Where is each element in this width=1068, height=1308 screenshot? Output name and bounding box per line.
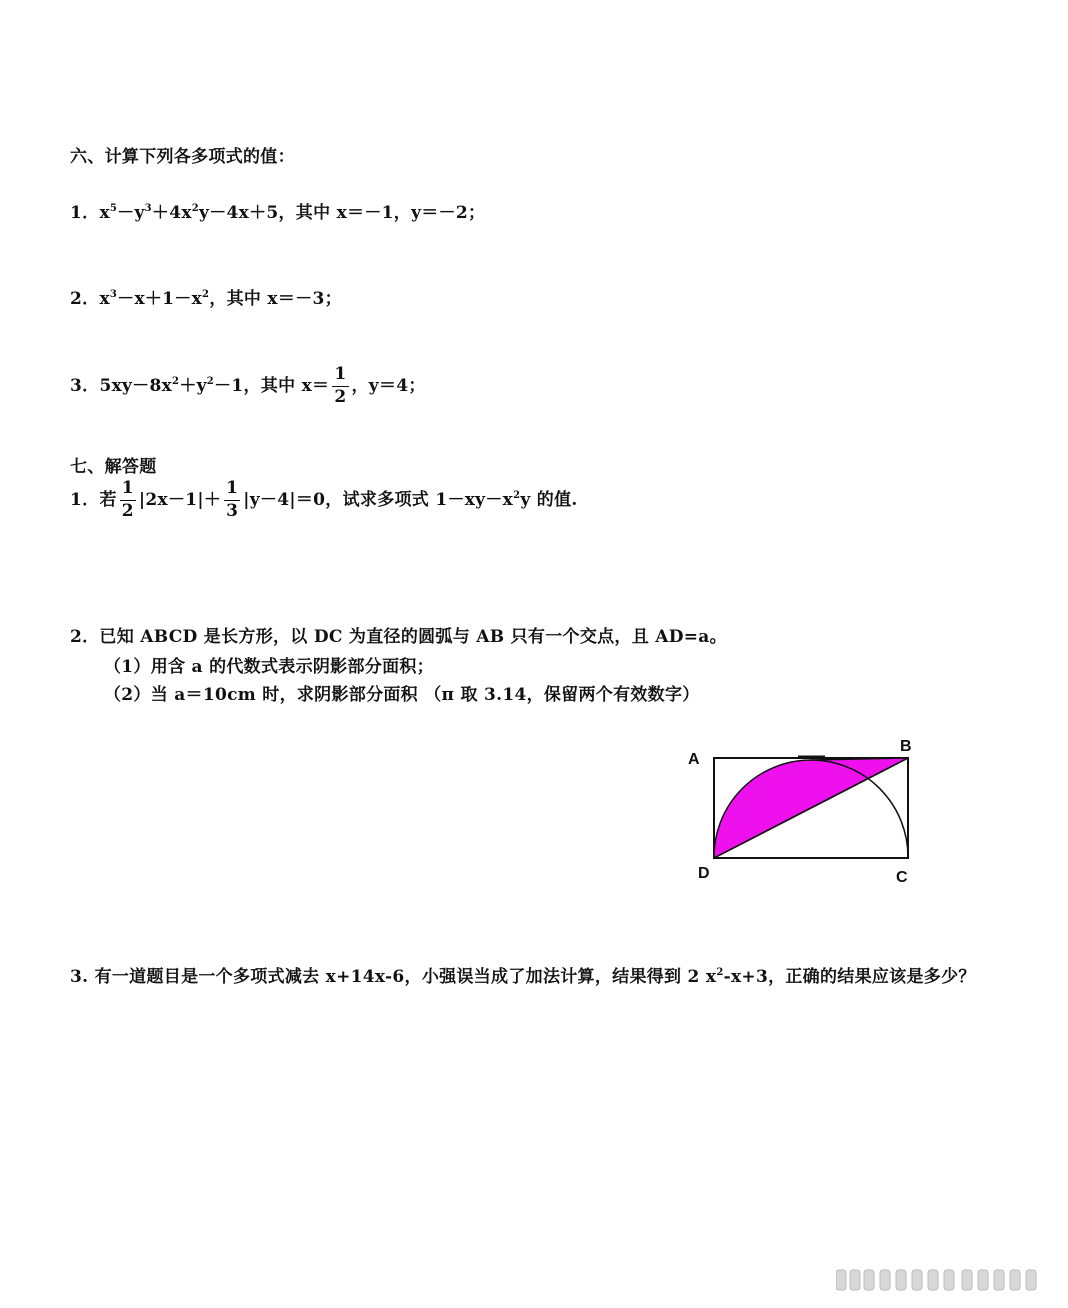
expr-part: 若 xyxy=(99,489,117,510)
section-7-heading: 七、解答题 xyxy=(70,457,157,477)
rectangle-arc-figure xyxy=(680,730,920,895)
expr-part: -x+3，正确的结果应该是多少？ xyxy=(723,967,976,987)
problem-number: 1． xyxy=(70,203,100,223)
expr-part: 3. 有一道题目是一个多项式减去 x+14x-6，小强误当成了加法计算，结果得到 2 x xyxy=(70,967,717,987)
fraction-numerator: 1 xyxy=(332,366,348,387)
fraction-denominator: 2 xyxy=(121,500,134,521)
expr-part: |y－4|＝0，试求多项式 1－xy－x xyxy=(243,489,514,510)
fraction xyxy=(120,480,136,521)
fraction-denominator: 2 xyxy=(334,386,347,407)
fraction-numerator: 1 xyxy=(224,480,240,501)
problem-6-2 xyxy=(70,284,342,309)
expr-part: －y xyxy=(117,203,145,223)
exponent: 3 xyxy=(109,289,118,300)
fraction-denominator: 3 xyxy=(226,500,239,521)
exponent: 2 xyxy=(172,375,180,387)
exponent: 2 xyxy=(513,489,521,501)
exponent: 2 xyxy=(716,967,724,978)
fraction-numerator: 1 xyxy=(120,480,136,501)
expr-part: ＋y xyxy=(179,375,207,396)
scan-marks-decoration xyxy=(836,1268,1046,1292)
section-6-heading: 六、计算下列各多项式的值： xyxy=(70,147,295,167)
expr-part: －x＋1－x xyxy=(117,289,203,309)
exponent: 5 xyxy=(109,203,118,214)
expr-part: 5xy－8x xyxy=(99,375,173,396)
problem-number: 3． xyxy=(70,375,100,396)
expr-part: y 的值. xyxy=(520,489,578,510)
label-b: B xyxy=(900,738,912,755)
problem-6-3 xyxy=(70,366,426,407)
problem-7-2-part-2: （2）当 a＝10cm 时，求阴影部分面积 （π 取 3.14，保留两个有效数字） xyxy=(104,685,700,705)
expr-part: －1，其中 x＝ xyxy=(214,375,330,396)
problem-number: 2． xyxy=(70,289,100,309)
label-c: C xyxy=(896,869,908,886)
problem-7-2-part-1: （1）用含 a 的代数式表示阴影部分面积； xyxy=(104,657,434,677)
expr-part: x xyxy=(99,203,110,223)
exponent: 2 xyxy=(191,203,200,214)
problem-7-2: 2．已知 ABCD 是长方形，以 DC 为直径的圆弧与 AB 只有一个交点，且 AD=a。 xyxy=(70,627,727,647)
problem-number: 1． xyxy=(70,489,100,510)
exponent: 2 xyxy=(206,375,215,387)
expr-part: ，其中 x＝－3； xyxy=(209,289,342,309)
expr-part: ，y＝4； xyxy=(351,375,426,396)
fraction xyxy=(224,480,240,521)
problem-6-1 xyxy=(70,198,485,223)
problem-7-1 xyxy=(70,480,578,521)
expr-part: |2x－1|＋ xyxy=(138,489,222,510)
exponent: 3 xyxy=(144,203,152,214)
exponent: 2 xyxy=(202,289,210,300)
expr-part: x xyxy=(99,289,110,309)
label-a: A xyxy=(688,751,700,768)
label-d: D xyxy=(698,865,710,882)
expr-part: ＋4x xyxy=(151,203,192,223)
expr-part: y－4x＋5，其中 x＝－1，y＝－2； xyxy=(199,203,486,223)
problem-7-3 xyxy=(70,962,976,987)
fraction xyxy=(332,366,348,407)
